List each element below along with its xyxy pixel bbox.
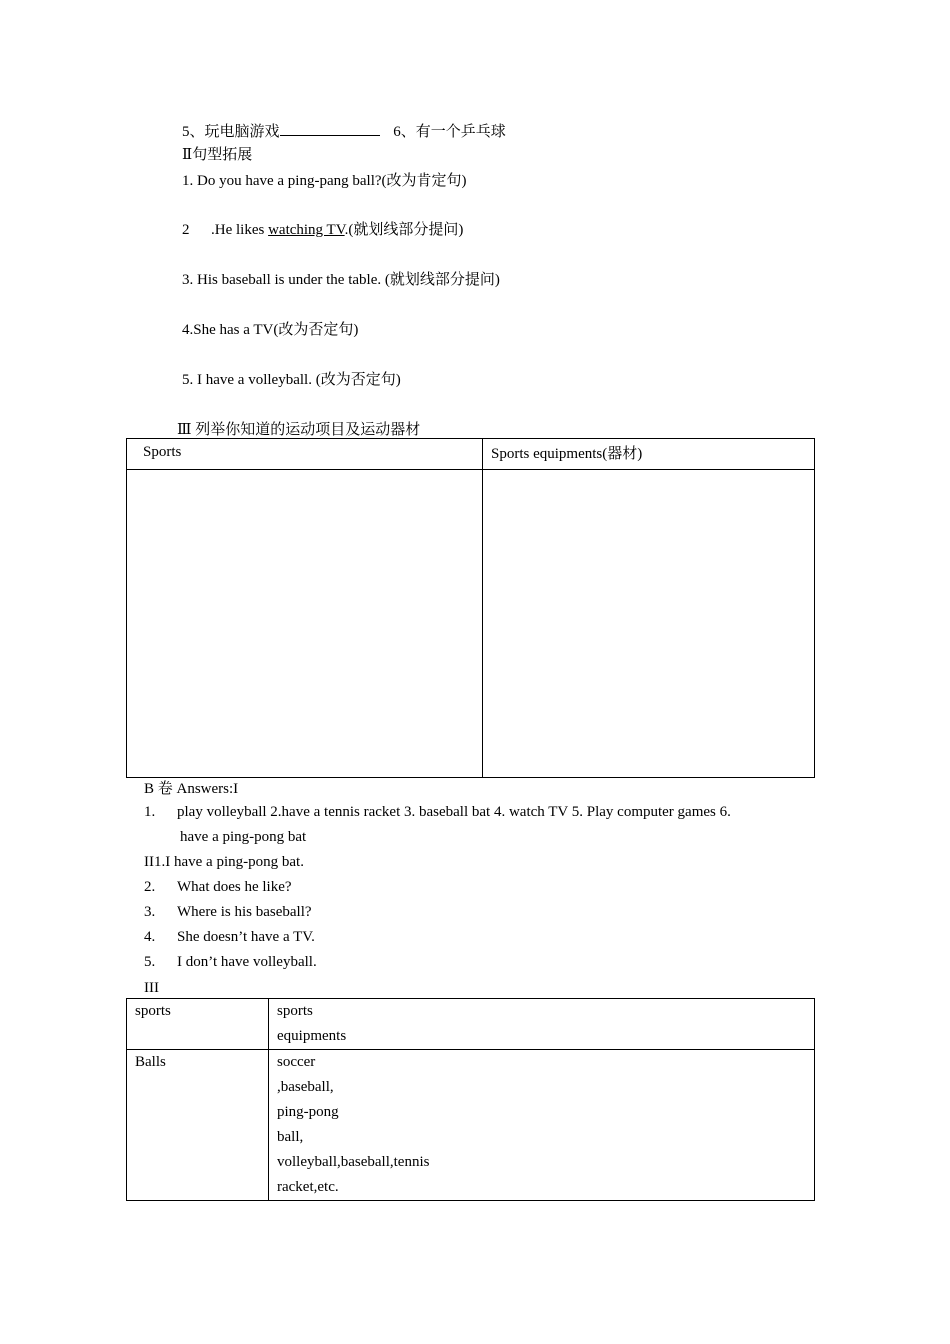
section-ii-heading: Ⅱ句型拓展 [182, 147, 253, 163]
sports-table [126, 438, 815, 778]
answer-table [126, 998, 815, 1201]
list-text: I don’t have volleyball. [177, 954, 317, 970]
answer-ii-3 [144, 902, 312, 922]
answer-table-r2-line: soccer [277, 1054, 316, 1070]
answer-table-r1: Balls [135, 1054, 166, 1070]
question-5: 5. I have a volleyball. (改为否定句) [182, 372, 401, 388]
section-iii-heading: Ⅲ 列举你知道的运动项目及运动器材 [177, 422, 421, 438]
list-text: What does he like? [177, 879, 292, 895]
answer-table-r2-line: racket,etc. [277, 1179, 339, 1195]
question-2-underlined: watching TV [268, 222, 345, 238]
answers-heading: B 卷 Answers:I [144, 781, 239, 797]
answer-table-r1-cell [127, 1050, 269, 1201]
answer-ii-5 [144, 952, 317, 972]
question-1: 1. Do you have a ping-pang ball?(改为肯定句) [182, 173, 467, 189]
answer-i-1-text: play volleyball 2.have a tennis racket 3. baseball bat 4. watch TV 5. Play computer games 6. [177, 804, 731, 820]
answer-table-r2-line: volleyball,baseball,tennis [277, 1154, 430, 1170]
list-number: 3. [144, 904, 156, 920]
answer-table-h1-cell [127, 999, 269, 1050]
list-number: 4. [144, 929, 156, 945]
sports-header-cell [127, 439, 483, 470]
answer-iii-heading: III [144, 980, 159, 996]
answer-blank [280, 120, 380, 136]
answer-table-r2-cell [269, 1050, 815, 1201]
answer-table-h2-line1: sports [277, 1003, 313, 1019]
question-2-number: 2 [182, 222, 190, 238]
equipment-header: Sports equipments(器材) [491, 446, 643, 462]
answer-ii-2 [144, 877, 292, 897]
question-3: 3. His baseball is under the table. (就划线部分提问) [182, 272, 500, 288]
question-2-prefix: .He likes [211, 222, 269, 238]
equipment-header-cell [483, 439, 815, 470]
sports-answer-cell[interactable] [127, 470, 483, 778]
answer-table-r2-line: ball, [277, 1129, 304, 1145]
answer-table-h2-line2: equipments [277, 1028, 347, 1044]
vocab-item-6: 6、有一个乒乓球 [393, 124, 506, 140]
vocab-line-5-6 [182, 120, 506, 142]
answer-ii-1: II1.I have a ping-pong bat. [144, 854, 304, 870]
answer-table-h1: sports [135, 1003, 171, 1019]
question-2-suffix: .(就划线部分提问) [344, 222, 464, 238]
answer-table-r2-line: ,baseball, [277, 1079, 334, 1095]
answer-i-1-number: 1. [144, 804, 156, 820]
question-4: 4.She has a TV(改为否定句) [182, 322, 359, 338]
list-number: 5. [144, 954, 156, 970]
answer-table-h2-cell [269, 999, 815, 1050]
list-number: 2. [144, 879, 156, 895]
question-2 [182, 220, 463, 240]
answer-i-1-continuation: have a ping-pong bat [180, 829, 307, 845]
sports-header: Sports [143, 444, 182, 460]
answer-table-r2-line: ping-pong [277, 1104, 339, 1120]
answer-i-1 [144, 802, 731, 822]
equipment-answer-cell[interactable] [483, 470, 815, 778]
list-text: Where is his baseball? [177, 904, 312, 920]
answer-ii-4 [144, 927, 315, 947]
list-text: She doesn’t have a TV. [177, 929, 315, 945]
vocab-item-5: 5、玩电脑游戏 [182, 124, 280, 140]
